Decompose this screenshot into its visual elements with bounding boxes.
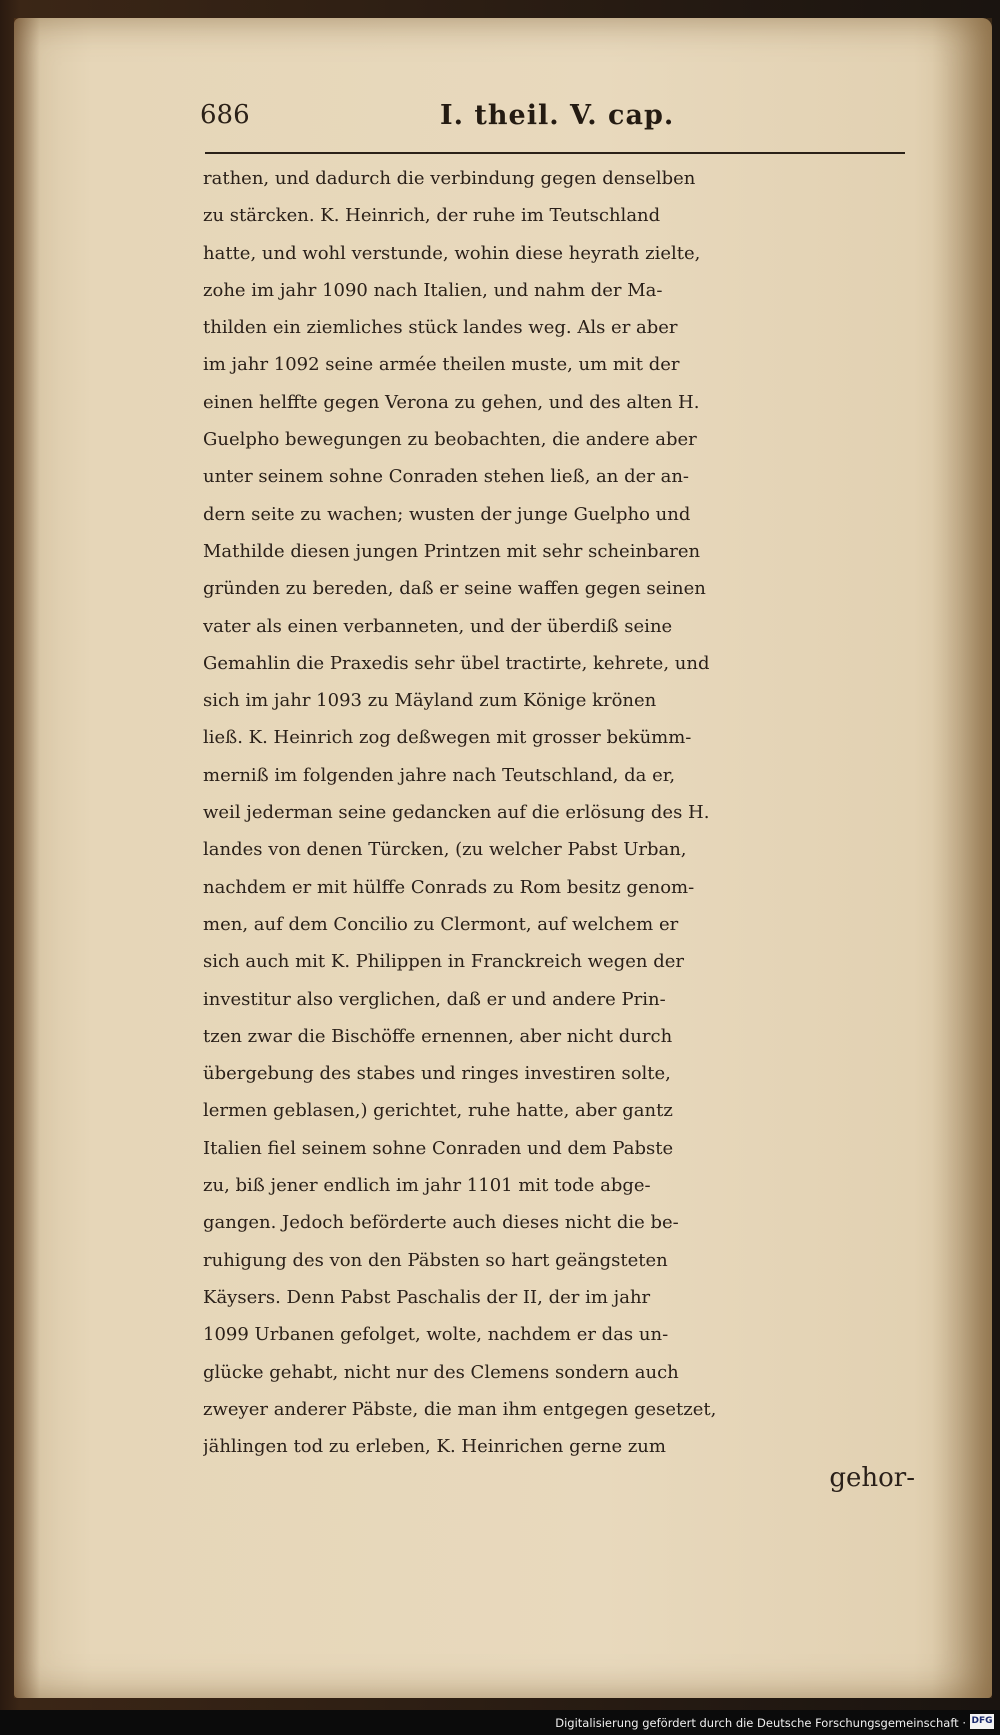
text-line: ruhigung des von den Päbsten so hart geängsteten [203, 1249, 668, 1271]
text-line: ließ. K. Heinrich zog deßwegen mit grosser bekümm- [203, 727, 692, 749]
text-line: gründen zu bereden, daß er seine waffen gegen seinen [203, 578, 706, 600]
text-line: thilden ein ziemliches stück landes weg. Als er aber [203, 317, 678, 339]
text-line: Gemahlin die Praxedis sehr übel tractirte, kehrete, und [203, 652, 710, 674]
text-line: zu, biß jener endlich im jahr 1101 mit tode abge- [203, 1175, 651, 1197]
text-line: lermen geblasen,) gerichtet, ruhe hatte, aber gantz [203, 1100, 673, 1122]
text-line: gangen. Jedoch beförderte auch dieses nicht die be- [203, 1212, 679, 1234]
body-text [203, 160, 913, 1465]
digitization-credit: Digitalisierung gefördert durch die Deutsche Forschungsgemeinschaft · [555, 1716, 966, 1730]
text-line: sich im jahr 1093 zu Mäyland zum Könige krönen [203, 690, 657, 712]
text-line: Guelpho bewegungen zu beobachten, die andere aber [203, 429, 697, 451]
text-line: Mathilde diesen jungen Printzen mit sehr scheinbaren [203, 540, 701, 562]
text-line: zohe im jahr 1090 nach Italien, und nahm der Ma- [203, 279, 663, 301]
text-line: jählingen tod zu erleben, K. Heinrichen gerne zum [203, 1436, 666, 1458]
text-line: Käysers. Denn Pabst Paschalis der II, der im jahr [203, 1286, 651, 1308]
text-line: glücke gehabt, nicht nur des Clemens sondern auch [203, 1361, 679, 1383]
catchword: gehor- [829, 1463, 915, 1493]
text-line: nachdem er mit hülffe Conrads zu Rom besitz genom- [203, 876, 695, 898]
text-line: sich auch mit K. Philippen in Franckreich wegen der [203, 951, 684, 973]
text-line: unter seinem sohne Conraden stehen ließ, an der an- [203, 466, 690, 488]
text-line: landes von denen Türcken, (zu welcher Pabst Urban, [203, 839, 687, 861]
text-line: merniß im folgenden jahre nach Teutschland, da er, [203, 764, 676, 786]
text-line: men, auf dem Concilio zu Clermont, auf welchem er [203, 913, 679, 935]
text-line: dern seite zu wachen; wusten der junge Guelpho und [203, 503, 691, 525]
page-number: 686 [200, 100, 250, 130]
text-line: 1099 Urbanen gefolget, wolte, nachdem er das un- [203, 1324, 669, 1346]
running-head [200, 100, 910, 140]
text-line: übergebung des stabes und ringes investiren solte, [203, 1063, 671, 1085]
text-line: hatte, und wohl verstunde, wohin diese heyrath zielte, [203, 242, 701, 264]
text-line: vater als einen verbanneten, und der überdiß seine [203, 615, 673, 637]
text-line: tzen zwar die Bischöffe ernennen, aber nicht durch [203, 1025, 673, 1047]
text-line: investitur also verglichen, daß er und andere Prin- [203, 988, 666, 1010]
text-line: Italien fiel seinem sohne Conraden und dem Pabste [203, 1137, 674, 1159]
text-line: zweyer anderer Päbste, die man ihm entgegen gesetzet, [203, 1398, 717, 1420]
dfg-logo: DFG [970, 1714, 994, 1729]
chapter-title: I. theil. V. cap. [440, 100, 675, 131]
text-line: zu stärcken. K. Heinrich, der ruhe im Teutschland [203, 205, 661, 227]
text-line: im jahr 1092 seine armée theilen muste, um mit der [203, 354, 680, 376]
text-line: rathen, und dadurch die verbindung gegen denselben [203, 168, 696, 189]
gutter-shadow [932, 18, 992, 1698]
text-line: einen helffte gegen Verona zu gehen, und des alten H. [203, 391, 700, 413]
text-line: weil jederman seine gedancken auf die erlösung des H. [203, 802, 710, 824]
header-rule [205, 152, 905, 154]
